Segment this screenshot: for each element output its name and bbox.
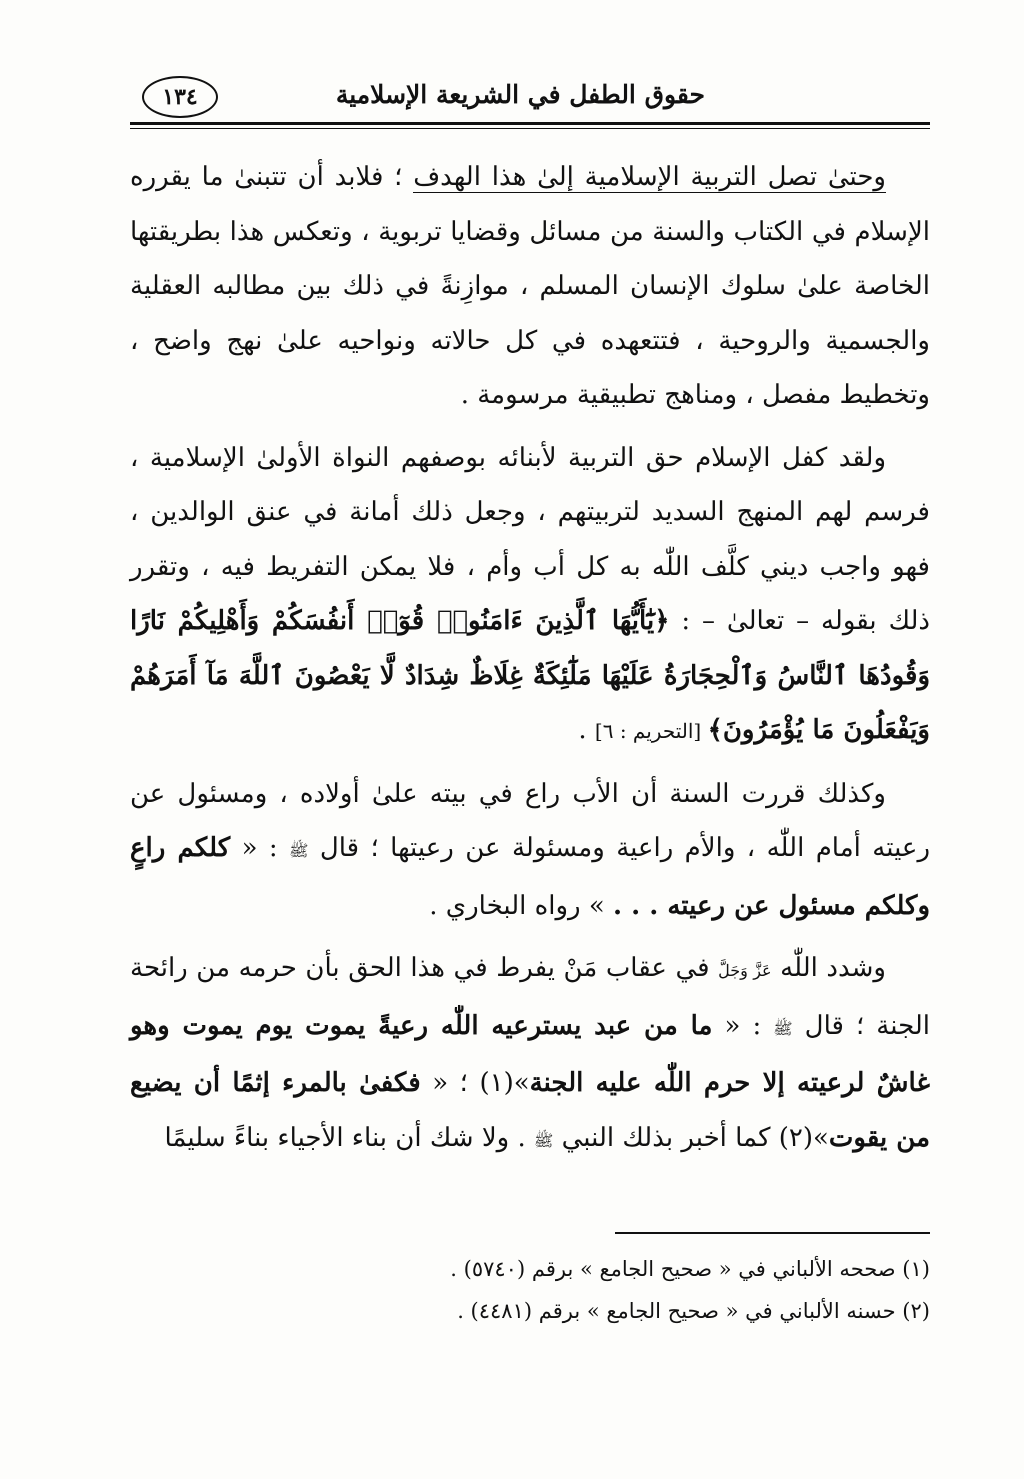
paragraph-3-text-2: : « [230,833,290,863]
hadith-quote-1: ما من عبد يسترعيه اللّٰه رعيةً يموت يوم يموت وهو غاشٌ لرعيته إلا حرم اللّٰه عليه الجنة [130,1010,931,1098]
paragraph-1 [130,150,930,423]
header-rule-thin [130,128,930,129]
paragraph-1-text: ؛ فلابد أن تتبنىٰ ما يقرره الإسلام في الكتاب والسنة من مسائل وقضايا تربوية ، وتعكس هذا بطريقتها الخاصة علىٰ سلوك الإنسان المسلم ، موازِنةً في ذلك بين مطالبه العقلية والجسمية والروحية ، فتتعهده في كل حالاته ونواحيه علىٰ نهج واضح ، وتخطيط مفصل ، ومناهج تطبيقية مرسومة . [130,162,931,410]
underlined-lead: وحتىٰ تصل التربية الإسلامية إلىٰ هذا الهدف [413,162,886,192]
paragraph-3-text: وكذلك قررت السنة أن الأب راع في بيته علىٰ أولاده ، ومسئول عن رعيته أمام اللّٰه ، والأم راعية ومسئولة عن رعيتها ؛ قال [130,778,930,863]
paragraph-3-text-3: » رواه البخاري . [429,890,614,921]
quran-verse: ﴿يَٰٓأَيُّهَا ٱلَّذِينَ ءَامَنُوا۟ قُوٓا۟ أَنفُسَكُمْ وَأَهْلِيكُمْ نَارًا وَقُودُهَا ٱلنَّاسُ وَٱلْحِجَارَةُ عَلَيْهَا مَلَٰٓئِكَةٌ غِلَاظٌ شِدَادٌ لَّا يَعْصُونَ ٱللَّهَ مَآ أَمَرَهُمْ وَيَفْعَلُونَ مَا يُؤْمَرُونَ﴾ [130,606,930,745]
footnotes [130,1248,930,1332]
hadith-quote-2: فكفىٰ بالمرء إثمًا أن يضيع من يقوت [130,1068,930,1153]
page-number-badge: ١٣٤ [142,76,218,118]
honorific-icon: ﷺ [773,1018,793,1038]
footnote-separator [615,1232,930,1234]
paragraph-2 [130,431,930,759]
footnote-marker-1: »(١) ؛ « [420,1068,530,1098]
header-rule-thick [130,122,930,125]
paragraph-2-text: ولقد كفل الإسلام حق التربية لأبنائه بوصفهم النواة الأولىٰ الإسلامية ، فرسم لهم المنهج السديد لتربيتهم ، وجعل ذلك أمانة في عنق الوالدين ، فهو واجب ديني كلَّف اللّٰه به كل أب وأم ، فلا يمكن التفريط فيه ، وتقرر ذلك بقوله – تعالىٰ – : [130,442,930,636]
honorific-icon: ﷺ [289,841,309,860]
honorific-azza-icon: عَزَّ وَجَلَّ [718,961,772,980]
paragraph-4-text-4: كما أخبر بذلك النبي [553,1122,779,1153]
paragraph-4-text-3: : « [712,1010,774,1041]
main-text [130,150,930,1176]
surah-reference: [التحريم : ٦] [594,719,708,743]
running-title: حقوق الطفل في الشريعة الإسلامية [335,80,705,109]
paragraph-3 [130,767,930,934]
footnote-1: (١) صححه الألباني في « صحيح الجامع » برقم (٥٧٤٠) . [450,1257,930,1281]
page-header [130,74,930,124]
paragraph-4-text-2: في عقاب مَنْ يفرط في هذا الحق بأن حرمه من رائحة الجنة ؛ قال [130,953,931,1041]
paragraph-2-end: . [578,715,595,745]
footnote-marker-2: »(٢) [778,1122,829,1153]
paragraph-4 [130,941,930,1168]
paragraph-4-text: وشدد اللّٰه [771,953,886,983]
footnote-2: (٢) حسنه الألباني في « صحيح الجامع » برقم (٤٤٨١) . [457,1299,930,1323]
honorific-icon: ﷺ [534,1130,554,1150]
paragraph-4-text-5: . ولا شك أن بناء الأجياء بناءً سليمًا [164,1122,535,1153]
hadith-quote: كلكم راعٍ وكلكم مسئول عن رعيته . . . [130,833,930,921]
